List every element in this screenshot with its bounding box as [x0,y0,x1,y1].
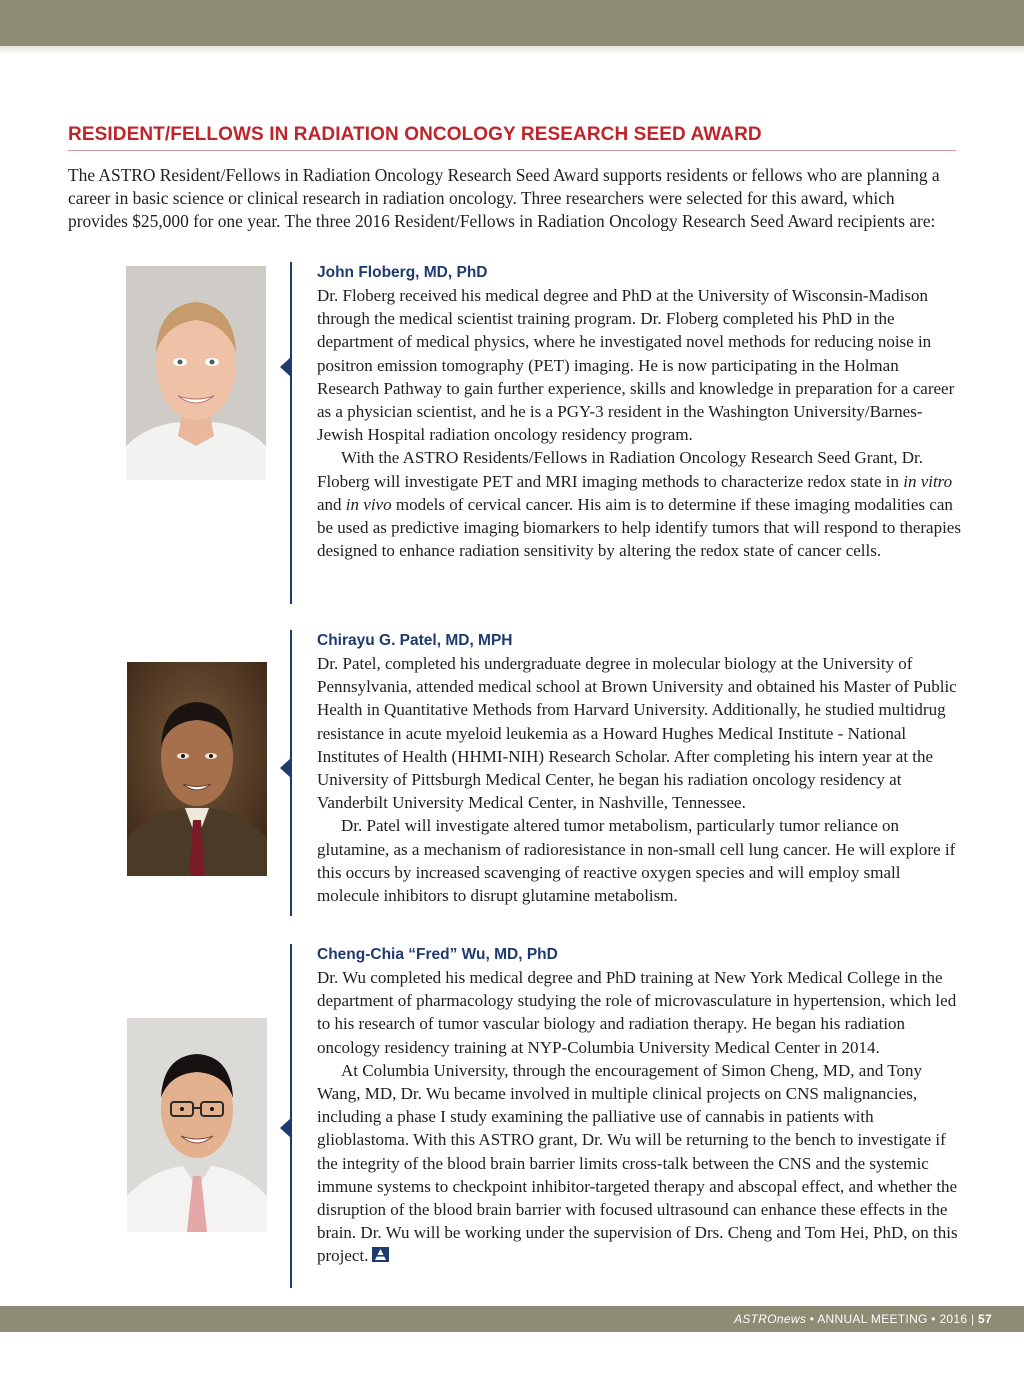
bio-text: At Columbia University, through the encouragement of Simon Cheng, MD, and Tony Wang, MD, Dr. Wu became involved in multiple clinical projects on CNS malignancies, including a phase I study examining the palliative use of cannabis in patients with glioblastoma. With this ASTRO grant, Dr. Wu will be returning to the bench to investigate if the integrity of the blood brain barrier limits cross-talk between the CNS and the systemic immune systems to checkpoint inhibitor-targeted therapy and abscopal effect, and whether the disruption of the blood brain barrier with focused ultrasound can enhance these effects in the brain. Dr. Wu will be working under the supervision of Drs. Cheng and Tom Hei, PhD, on this project. [317,1060,958,1266]
intro-paragraph: The ASTRO Resident/Fellows in Radiation Oncology Research Seed Award supports residents or fellows who are planning a career in basic science or clinical research in radiation oncology. Three researchers were selected for this award, which provides $25,000 for one year. The three 2016 Resident/Fellows in Radiation Oncology Research Seed Award recipients are: [68,165,940,231]
bio-paragraph [317,1059,961,1268]
portrait-2-graphic [127,662,267,876]
footer-separator: • [927,1312,940,1326]
bio-paragraph: Dr. Wu completed his medical degree and PhD training at New York Medical College in the department of pharmacology studying the role of microvasculature in hypertension, which led to his research of tumor vascular biology and radiation therapy. He began his radiation oncology residency training at NYP-Columbia University Medical Center in 2014. [317,968,957,1057]
bio-text: With the ASTRO Residents/Fellows in Radiation Oncology Research Seed Grant, Dr. Floberg will investigate PET and MRI imaging methods to characterize redox state in [317,448,923,491]
bio-text: and [317,494,346,514]
top-band [0,0,1024,46]
bio-cheng-chia-wu [317,946,961,1268]
footer-separator: • [806,1312,818,1326]
pointer-3 [280,1118,291,1138]
bio-paragraph: Dr. Patel will investigate altered tumor metabolism, particularly tumor reliance on glutamine, as a mechanism of radioresistance in non-small cell lung cancer. He will explore if this occurs by increased scavenging of reactive oxygen species and will employ small molecule inhibitors to disrupt glutamine metabolism. [317,816,956,906]
pointer-2 [280,758,291,778]
page-number: 57 [978,1312,992,1326]
portrait-1-graphic [126,266,266,480]
divider-line-3 [290,944,292,1288]
bio-emphasis: in vivo [345,494,392,514]
footer-separator: | [967,1312,979,1326]
section-title: RESIDENT/FELLOWS IN RADIATION ONCOLOGY RESEARCH SEED AWARD [68,124,956,151]
footer-year: 2016 [939,1312,968,1326]
recipient-name: Chirayu G. Patel, MD, MPH [317,632,513,649]
photo-chirayu-patel [127,662,267,876]
footer-text [734,1312,992,1326]
photo-john-floberg [126,266,266,480]
footer-event: ANNUAL MEETING [817,1312,928,1326]
bio-emphasis: in vitro [903,471,953,491]
portrait-3-graphic [127,1018,267,1232]
footer-magazine: ASTROnews [734,1312,807,1326]
recipient-name: Cheng-Chia “Fred” Wu, MD, PhD [317,946,558,963]
photo-cheng-chia-wu [127,1018,267,1232]
divider-line-1 [290,262,292,604]
bio-paragraph: Dr. Floberg received his medical degree and PhD at the University of Wisconsin-Madison through the medical scientist training program. Dr. Floberg completed his PhD in the department of medical physics, where he investigated novel methods for reducing noise in positron emission tomography (PET) imaging. He is now participating in the Holman Research Pathway to gain further experience, skills and knowledge in preparation for a career as a physician scientist, and he is a PGY-3 resident in the Washington University/Barnes-Jewish Hospital radiation oncology residency program. [317,286,955,445]
recipient-name: John Floberg, MD, PhD [317,264,488,281]
bio-chirayu-patel [317,632,961,907]
bio-john-floberg [317,264,961,562]
pointer-1 [280,357,291,377]
bio-text: models of cervical cancer. His aim is to determine if these imaging modalities can be used as predictive imaging biomarkers to help identify tumors that will respond to therapies designed to enhance radiation sensitivity by altering the redox state of cancer cells. [317,494,961,561]
bio-paragraph: Dr. Patel, completed his undergraduate degree in molecular biology at the University of Pennsylvania, attended medical school at Brown University and obtained his Master of Public Health in Quantitative Methods from Harvard University. Additionally, he studied multidrug resistance in acute myeloid leukemia as a Howard Hughes Medical Institute - National Institutes of Health (HHMI-NIH) Research Scholar. After completing his intern year at the University of Pittsburgh Medical Center, he began his radiation oncology residency at Vanderbilt University Medical Center, in Nashville, Tennessee. [317,654,957,813]
astro-logo-icon [372,1247,389,1262]
top-band-shadow [0,46,1024,54]
bio-paragraph [317,446,961,562]
